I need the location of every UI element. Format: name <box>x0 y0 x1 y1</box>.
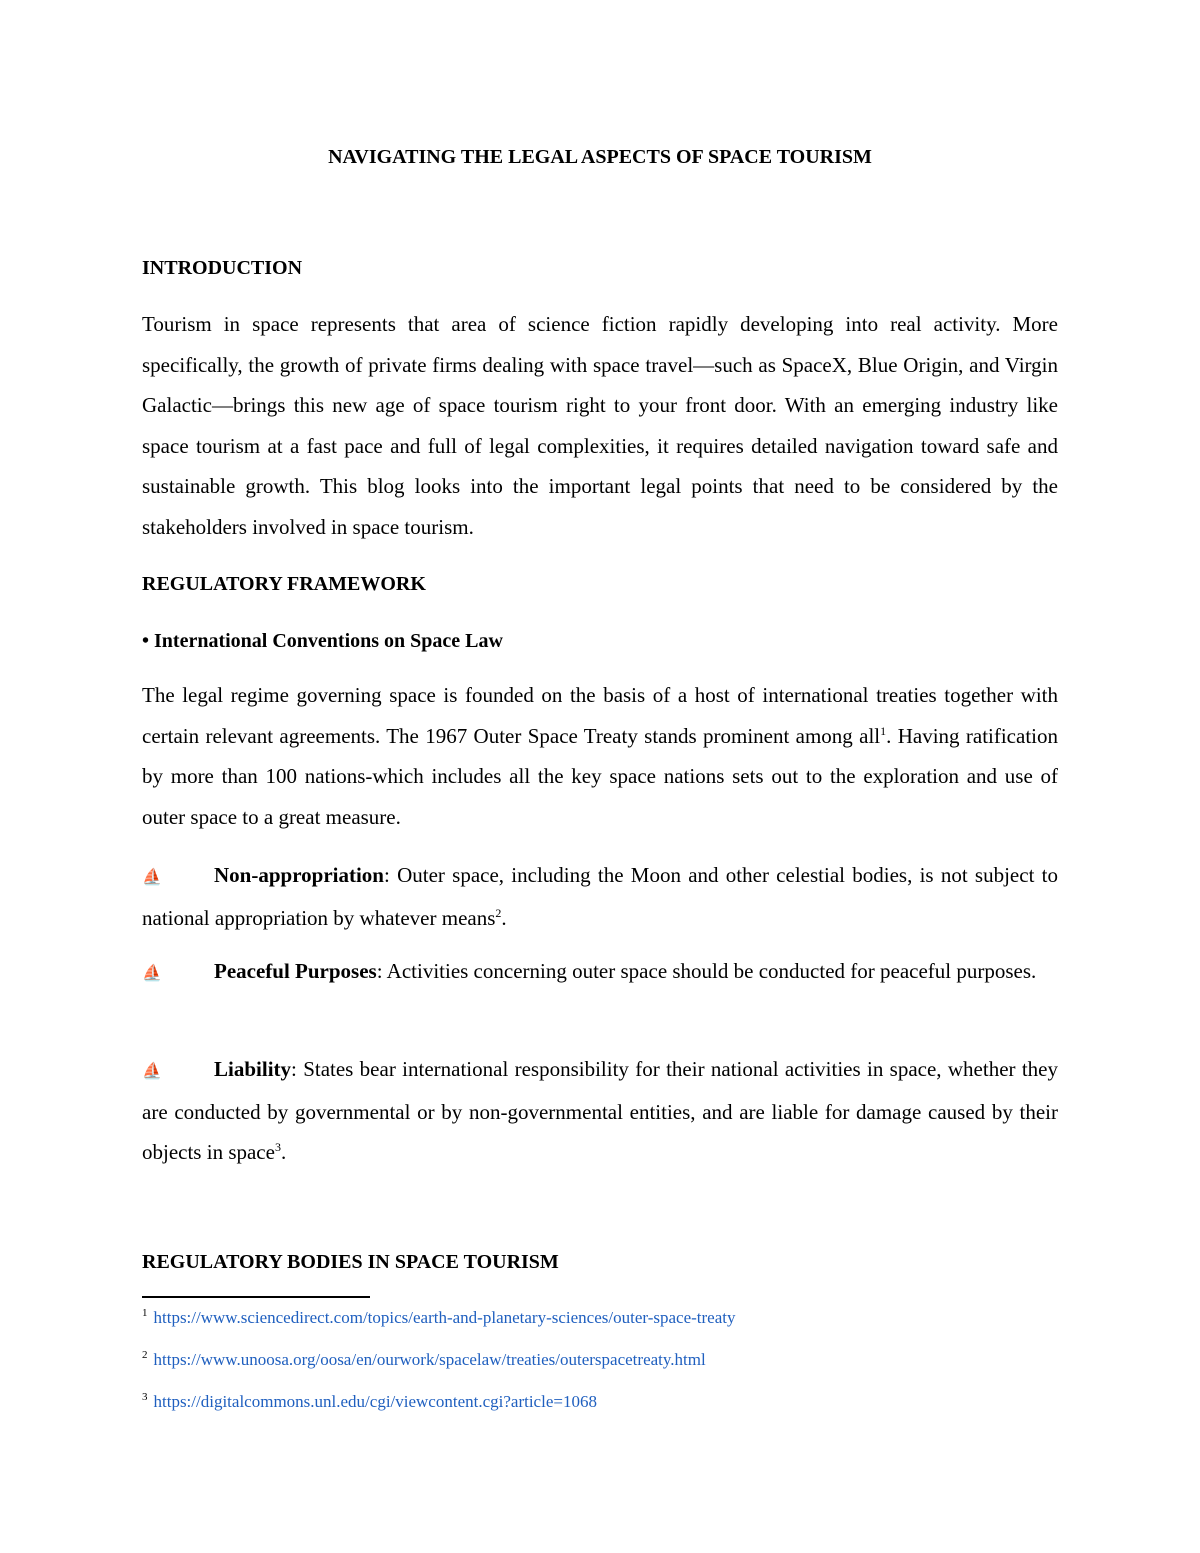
bullet-text: : States bear international responsibility for their national activities in space, whether they are conducted by governmental or by non-governmental entities, and are liable for damage caused by their objects in space <box>142 1057 1058 1164</box>
bullet-text: : Activities concerning outer space should be conducted for peaceful purposes. <box>376 959 1037 983</box>
footnote-link-2[interactable]: https://www.unoosa.org/oosa/en/ourwork/spacelaw/treaties/outerspacetreaty.html <box>153 1350 706 1369</box>
bullet-liability <box>142 1049 1058 1172</box>
footnote-number: 3 <box>142 1391 148 1404</box>
bullet-term: Peaceful Purposes <box>214 959 377 983</box>
footnote-number: 2 <box>142 1349 148 1362</box>
footnote-ref-2[interactable]: 2 <box>495 906 502 920</box>
bullet-non-appropriation <box>142 855 1058 938</box>
footnote-1 <box>142 1306 735 1330</box>
conventions-paragraph <box>142 675 1058 837</box>
conventions-text-part1: The legal regime governing space is founded on the basis of a host of international treaties together with certain relevant agreements. The 1967 Outer Space Treaty stands prominent among all <box>142 683 1058 748</box>
footnote-3 <box>142 1390 597 1414</box>
footnote-link-3[interactable]: https://digitalcommons.unl.edu/cgi/viewcontent.cgi?article=1068 <box>153 1392 597 1411</box>
bullet-end: . <box>280 1140 287 1164</box>
bullet-text: : Outer space, including the Moon and other celestial bodies, is not subject to national appropriation by whatever means <box>142 863 1058 930</box>
regulatory-framework-heading: REGULATORY FRAMEWORK <box>142 573 426 595</box>
sailboat-icon: ⛵ <box>142 869 162 886</box>
sailboat-icon: ⛵ <box>142 965 162 982</box>
conventions-text-part2: . Having ratification by more than 100 nations-which includes all the key space nations sets out to the exploration and use of outer space to a great measure. <box>142 723 1058 829</box>
footnote-ref-3[interactable]: 3 <box>274 1140 281 1154</box>
footnote-separator <box>142 1296 370 1298</box>
bullet-peaceful-purposes <box>142 951 1058 994</box>
sailboat-icon: ⛵ <box>142 1063 162 1080</box>
regulatory-bodies-heading: REGULATORY BODIES IN SPACE TOURISM <box>142 1251 559 1273</box>
bullet-term: Non-appropriation <box>214 863 384 887</box>
introduction-heading: INTRODUCTION <box>142 257 303 279</box>
introduction-paragraph: Tourism in space represents that area of science fiction rapidly developing into real activity. More specifically, the growth of private firms dealing with space travel—such as SpaceX, Blue Origin, and Virgin Galactic—brings this new age of space tourism right to your front door. With an emerging industry like space tourism at a fast pace and full of legal complexities, it requires detailed navigation toward safe and sustainable growth. This blog looks into the important legal points that need to be considered by the stakeholders involved in space tourism. <box>142 312 1058 539</box>
bullet-end: . <box>501 906 507 930</box>
international-conventions-subheading: • International Conventions on Space Law <box>142 630 503 652</box>
document-title: NAVIGATING THE LEGAL ASPECTS OF SPACE TOURISM <box>328 146 872 168</box>
bullet-term: Liability <box>214 1057 292 1081</box>
footnote-2 <box>142 1348 706 1372</box>
footnote-link-1[interactable]: https://www.sciencedirect.com/topics/earth-and-planetary-sciences/outer-space-treaty <box>153 1308 736 1327</box>
footnote-number: 1 <box>142 1307 148 1320</box>
footnote-ref-1[interactable]: 1 <box>880 723 887 738</box>
